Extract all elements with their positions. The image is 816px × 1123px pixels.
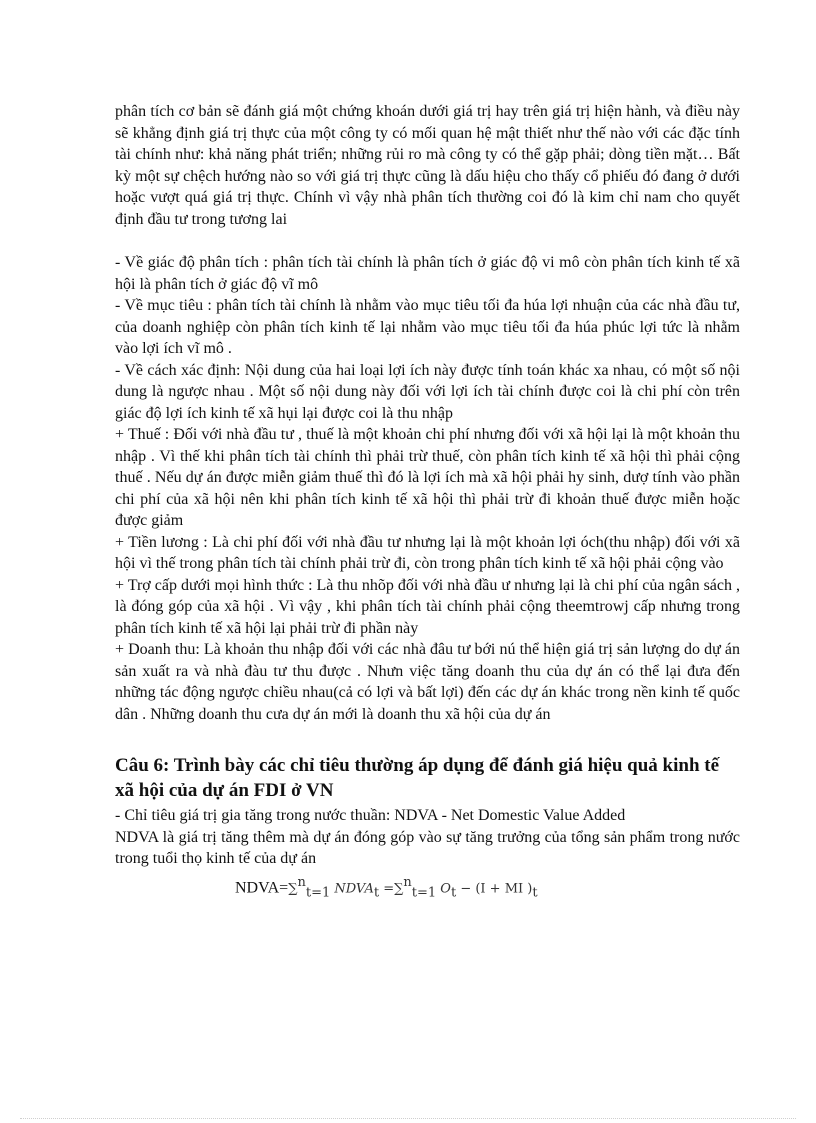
formula-sub-2: t=1 [411, 885, 437, 901]
paragraph-wage: + Tiền lương : Là chi phí đối với nhà đầu tư nhưng lại là một khoản lợi óch(thu nhập) đối với xã hội vì thế trong phân tích tài chính phải trừ đi, còn trong phân tích kinh tế xã hội phải cộng vào [115, 533, 740, 572]
formula-lhs: NDVA= [235, 878, 289, 896]
ndva-formula [115, 872, 740, 904]
formula-sup-1: n [297, 874, 306, 890]
paragraph-method: - Về cách xác định: Nội dung của hai loại lợi ích này được tính toán khác xa nhau, có một số nội dung là ngược nhau . Một số nội dung này đối với lợi ích tài chính được coi là chi phí còn trên giác độ lợi ích kinh tế xã hụi lại được coi là thu nhập [115, 361, 740, 422]
paragraph-intro: phân tích cơ bản sẽ đánh giá một chứng khoán dưới giá trị hay trên giá trị hiện hành, và điều này sẽ khẳng định giá trị thực của một công ty có mối quan hệ mật thiết như thế nào với các đặc tính tài chính như: khả năng phát triển; những rủi ro mà công ty có thể gặp phải; dòng tiền mặt… Bất kỳ một sự chệch hướng nào so với giá trị thực cũng là dấu hiệu cho thấy cổ phiếu đó đang ở dưới hoặc vượt quá giá trị thực. Chính vì vậy nhà phân tích thường coi đó là kim chỉ nam cho quyết định đầu tư trong tương lai [115, 103, 740, 228]
question-heading: Câu 6: Trình bày các chỉ tiêu thường áp dụng để đánh giá hiệu quả kinh tế xã hội của dự án FDI ở VN [115, 755, 720, 801]
document-page [115, 101, 740, 904]
page-bottom-divider [20, 1118, 796, 1119]
spacer [115, 230, 740, 252]
formula-term-2: O [436, 880, 451, 896]
spacer [115, 725, 740, 753]
formula-term-1: NDVA [330, 880, 374, 896]
formula-term-1-sub: t [373, 885, 380, 901]
paragraph-perspective: - Về giác độ phân tích : phân tích tài chính là phân tích ở giác độ vi mô còn phân tích kinh tế xã hội là phân tích ở giác độ vĩ mô [115, 254, 740, 293]
paragraph-objective: - Về mục tiêu : phân tích tài chính là nhằm vào mục tiêu tối đa húa lợi nhuận của các nhà đầu tư, của doanh nghiệp còn phân tích kinh tế lại nhằm vào mục tiêu tối đa húa phúc lợi tức là nhằm vào lợi ích vĩ mô . [115, 297, 740, 357]
ndva-description: NDVA là giá trị tăng thêm mà dự án đóng góp vào sự tăng trưởng của tổng sản phẩm trong nước trong tuổi thọ kinh tế của dự án [115, 828, 740, 867]
formula-sum-2: ∑ [394, 880, 404, 896]
formula-sup-2: n [403, 874, 412, 890]
formula-term-2-sub: t [450, 885, 457, 901]
formula-sub-1: t=1 [305, 885, 331, 901]
formula-rest: − (I + MI ) [456, 880, 533, 896]
formula-sum-1: ∑ [288, 880, 298, 896]
paragraph-tax: + Thuế : Đối với nhà đầu tư , thuế là một khoản chi phí nhưng đối với xã hội lại là một khoản thu nhập . Vì thế khi phân tích tài chính thì phải trừ thuế, còn phân tích kinh tế xã hội thì phải cộng thuế . Nếu dự án được miễn giảm thuế thì đó là lợi ích mà xã hội phải hy sinh, dượ tính vào phần chi phí của xã hội nên khi phân tích kinh tế xã hội thì phải trừ đi khoản thuế được miễn hoặc được giảm [115, 426, 740, 529]
paragraph-subsidy: + Trợ cấp dưới mọi hình thức : Là thu nhõp đối với nhà đầu ư nhưng lại là chi phí của ngân sách , là đóng góp của xã hội . Vì vậy , khi phân tích tài chính phải cộng theemtrowj cấp nhưng trong phân tích kinh tế xã hội lại phải trừ đi phần này [115, 576, 740, 637]
formula-eq-2: = [379, 880, 395, 896]
paragraph-revenue: + Doanh thu: Là khoản thu nhập đối với các nhà đâu tư bới nú thể hiện giá trị sản lượng do dự án sản xuất ra và nhà đàu tư thu được . Nhưn việc tăng doanh thu của dự án có thể lại đưa đến những tác động ngược chiều nhau(cả có lợi và bất lợi) đến các dự án khác trong nền kinh tế quốc dân . Những doanh thu cưa dự án mới là doanh thu xã hội của dự án [115, 641, 740, 723]
ndva-item: - Chỉ tiêu giá trị gia tăng trong nước thuần: NDVA - Net Domestic Value Added [115, 807, 626, 824]
formula-rest-sub: t [532, 885, 538, 901]
